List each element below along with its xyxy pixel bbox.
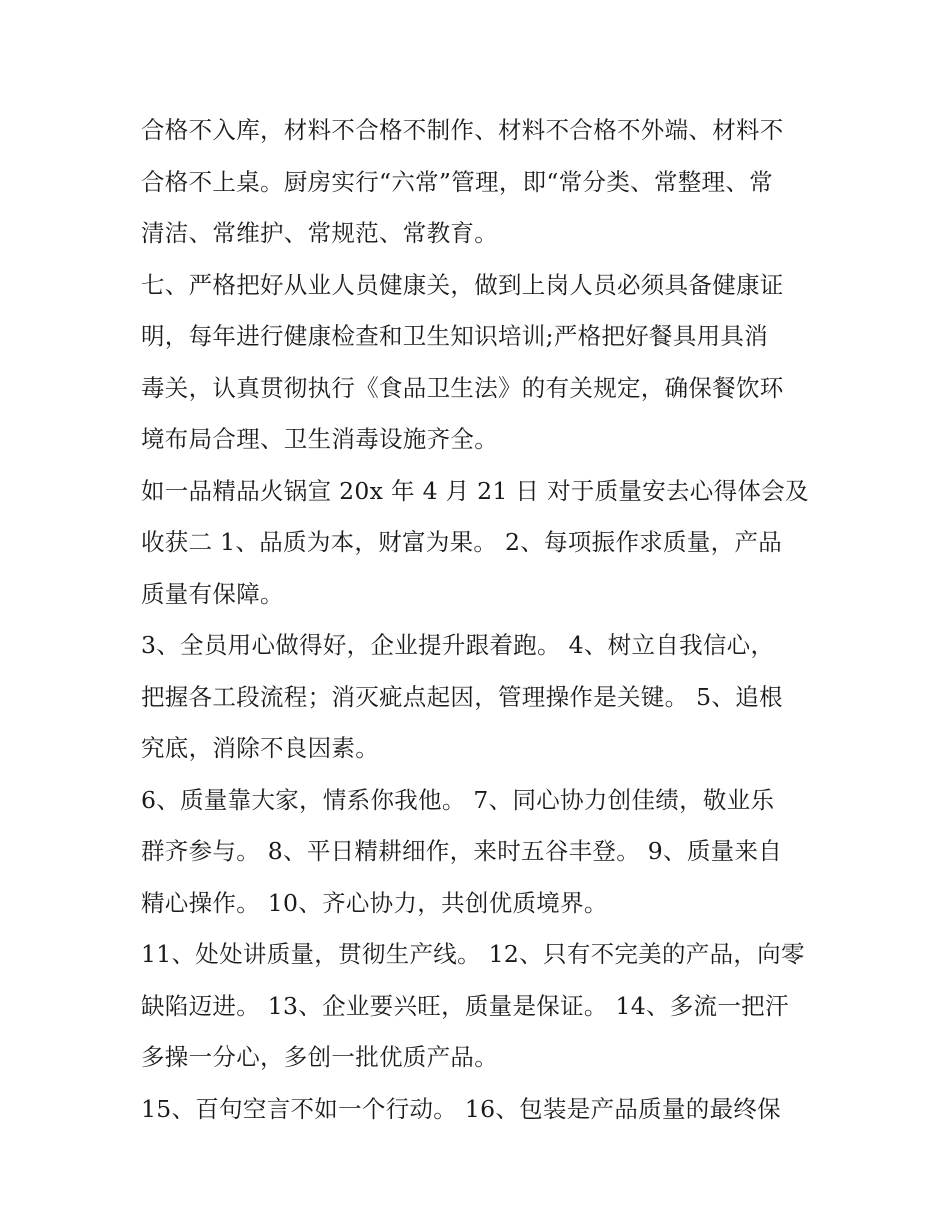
text-line: 清洁、常维护、常规范、常教育。 [141,219,498,247]
text-line: 明，每年进行健康检查和卫生知识培训;严格把好餐具用具消 [141,322,769,350]
paragraph-kitchen-rules [141,105,821,260]
text-line: 多操一分心，多创一批优质产品。 [141,1043,498,1071]
paragraph-section-seven [141,260,821,466]
text-line: 七、严格把好从业人员健康关，做到上岗人员必须具备健康证 [141,270,784,299]
text-line: 究底，消除不良因素。 [141,734,379,762]
text-line: 合格不上桌。厨房实行“六常”管理，即“常分类、常整理、常 [141,167,773,196]
text-line: 缺陷迈进。 13、企业要兴旺，质量是保证。 14、多流一把汗 [141,991,789,1020]
text-line: 质量有保障。 [141,579,284,608]
text-line: 收获二 1、品质为本，财富为果。 2、每项振作求质量，产品 [141,528,783,556]
text-line: 3、全员用心做得好，企业提升跟着跑。 4、树立自我信心， [141,631,775,659]
text-line: 精心操作。 10、齐心协力，共创优质境界。 [141,888,608,917]
text-line: 15、百句空言不如一个行动。 16、包装是产品质量的最终保 [141,1094,781,1123]
paragraph-hotpot-intro [141,466,821,621]
text-line: 境布局合理、卫生消毒设施齐全。 [141,425,498,453]
paragraph-slogans-3-5 [141,620,821,775]
text-line: 6、质量靠大家，情系你我他。 7、同心协力创佳绩，敬业乐 [141,785,775,814]
text-line: 合格不入库，材料不合格不制作、材料不合格不外端、材料不 [141,116,784,144]
paragraph-slogans-11-14 [141,929,821,1084]
text-line: 11、处处讲质量，贯彻生产线。 12、只有不完美的产品，向零 [141,940,805,968]
text-line: 毒关，认真贯彻执行《食品卫生法》的有关规定，确保餐饮环 [141,373,784,402]
text-line: 把握各工段流程；消灭疵点起因，管理操作是关键。 5、追根 [141,682,783,711]
text-line: 如一品精品火锅宣 20x 年 4 月 21 日 对于质量安去心得体会及 [141,476,809,505]
document-body [141,105,821,1135]
paragraph-slogans-6-10 [141,775,821,930]
paragraph-slogans-15-16 [141,1084,821,1136]
text-line: 群齐参与。 8、平日精耕细作，来时五谷丰登。 9、质量来自 [141,837,783,865]
